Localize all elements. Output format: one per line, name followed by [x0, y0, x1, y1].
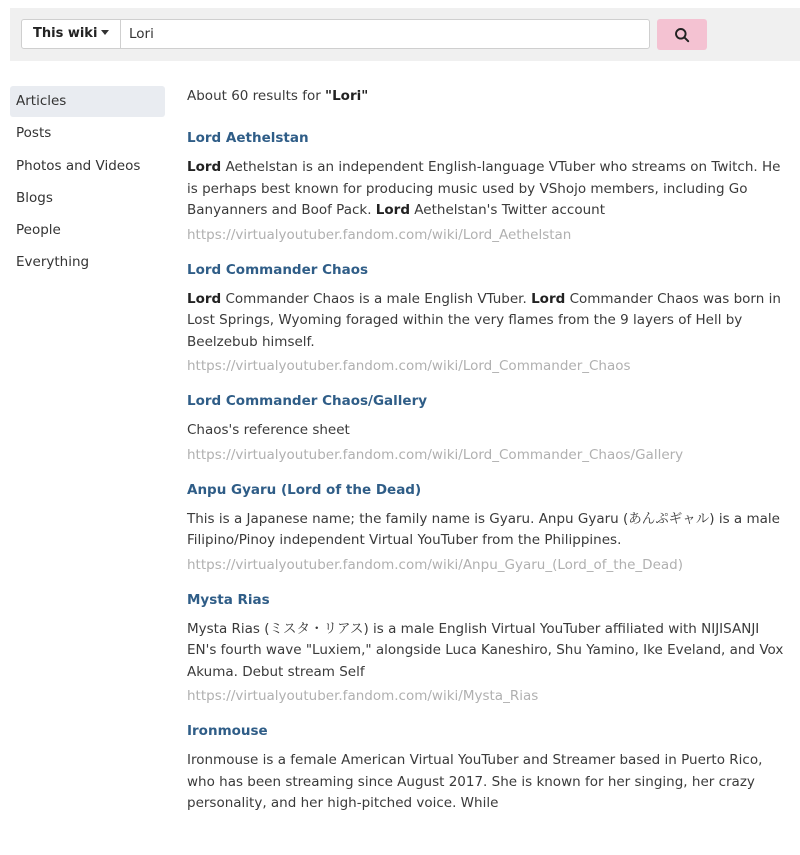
result-snippet: [187, 157, 787, 222]
result-list: [187, 128, 787, 815]
sidebar-item-blogs[interactable]: Blogs: [16, 189, 53, 206]
scope-dropdown-label: This wiki: [33, 26, 98, 41]
snippet-text: Commander Chaos is a male English VTuber.: [221, 290, 532, 307]
sidebar-nav: [10, 86, 165, 280]
result-url-link[interactable]: https://virtualyoutuber.fandom.com/wiki/Mysta_Rias: [187, 688, 539, 704]
result-title-link[interactable]: Lord Aethelstan: [187, 130, 309, 146]
result-snippet: [187, 289, 787, 354]
search-button[interactable]: [657, 19, 707, 50]
scope-dropdown[interactable]: [22, 20, 121, 48]
search-bar: [10, 8, 800, 61]
snippet-text: Chaos's reference sheet: [187, 422, 350, 438]
search-result: [187, 128, 787, 246]
result-snippet: [187, 420, 787, 442]
snippet-text: This is a Japanese name; the family name is Gyaru. Anpu Gyaru (あんぷギャル) is a male Filipino/Pinoy independent Virtual YouTuber from the Philippines.: [187, 510, 780, 548]
snippet-text: Aethelstan is an independent English-language VTuber who streams on Twitch. He is perhaps best known for producing music used by VShojo members, including Go Banyanners and Boof Pack.: [187, 159, 781, 218]
snippet-text: Commander Chaos was born in Lost Springs, Wyoming foraged within the very flames from the 9 layers of Hell by Beelzebub himself.: [187, 290, 781, 350]
result-snippet: [187, 750, 787, 815]
search-group: [21, 19, 650, 49]
search-result: [187, 260, 787, 378]
snippet-text: Mysta Rias (ミスタ・リアス) is a male English Virtual YouTuber affiliated with NIJISANJI EN's fourth wave "Luxiem," alongside Luca Kaneshiro, Shu Yamino, Ike Eveland, and Vox Akuma. Debut stream Self: [187, 620, 784, 680]
sidebar-item-photos-and-videos[interactable]: Photos and Videos: [16, 157, 141, 174]
result-title-link[interactable]: Mysta Rias: [187, 591, 270, 608]
sidebar-item-posts[interactable]: Posts: [16, 125, 52, 142]
result-title-link[interactable]: Ironmouse: [187, 723, 268, 739]
result-url-link[interactable]: https://virtualyoutuber.fandom.com/wiki/Lord_Commander_Chaos/Gallery: [187, 446, 684, 463]
result-snippet: [187, 619, 787, 684]
result-snippet: [187, 509, 787, 552]
search-result: [187, 721, 787, 815]
snippet-highlight: Lord: [187, 159, 222, 175]
sidebar-item-everything[interactable]: Everything: [16, 254, 90, 271]
snippet-highlight: Lord: [187, 290, 222, 307]
search-result: [187, 590, 787, 708]
results-summary-text: About 60 results for: [187, 88, 326, 104]
result-title-link[interactable]: Lord Commander Chaos: [187, 261, 369, 278]
result-title-link[interactable]: Anpu Gyaru (Lord of the Dead): [187, 481, 422, 498]
result-url-link[interactable]: https://virtualyoutuber.fandom.com/wiki/Anpu_Gyaru_(Lord_of_the_Dead): [187, 556, 683, 573]
caret-down-icon: [101, 30, 109, 35]
snippet-text: Ironmouse is a female American Virtual YouTuber and Streamer based in Puerto Rico, who has been streaming since August 2017. She is known for her singing, her crazy personality, and her high-pitched voice. While: [187, 752, 763, 811]
sidebar-item-people[interactable]: People: [16, 222, 61, 239]
search-result: [187, 480, 787, 576]
snippet-text: Aethelstan's Twitter account: [410, 202, 606, 218]
results-summary-query: "Lori": [325, 88, 369, 104]
search-input[interactable]: [122, 20, 648, 48]
snippet-highlight: Lord: [531, 290, 566, 307]
result-url-link[interactable]: https://virtualyoutuber.fandom.com/wiki/Lord_Commander_Chaos: [187, 358, 631, 374]
search-results: [187, 86, 787, 829]
snippet-highlight: Lord: [375, 202, 410, 218]
sidebar-item-articles[interactable]: Articles: [10, 86, 165, 117]
search-icon: [674, 27, 690, 43]
result-title-link[interactable]: Lord Commander Chaos/Gallery: [187, 393, 428, 409]
results-summary: [187, 86, 787, 106]
result-url-link[interactable]: https://virtualyoutuber.fandom.com/wiki/Lord_Aethelstan: [187, 226, 572, 243]
search-result: [187, 391, 787, 466]
